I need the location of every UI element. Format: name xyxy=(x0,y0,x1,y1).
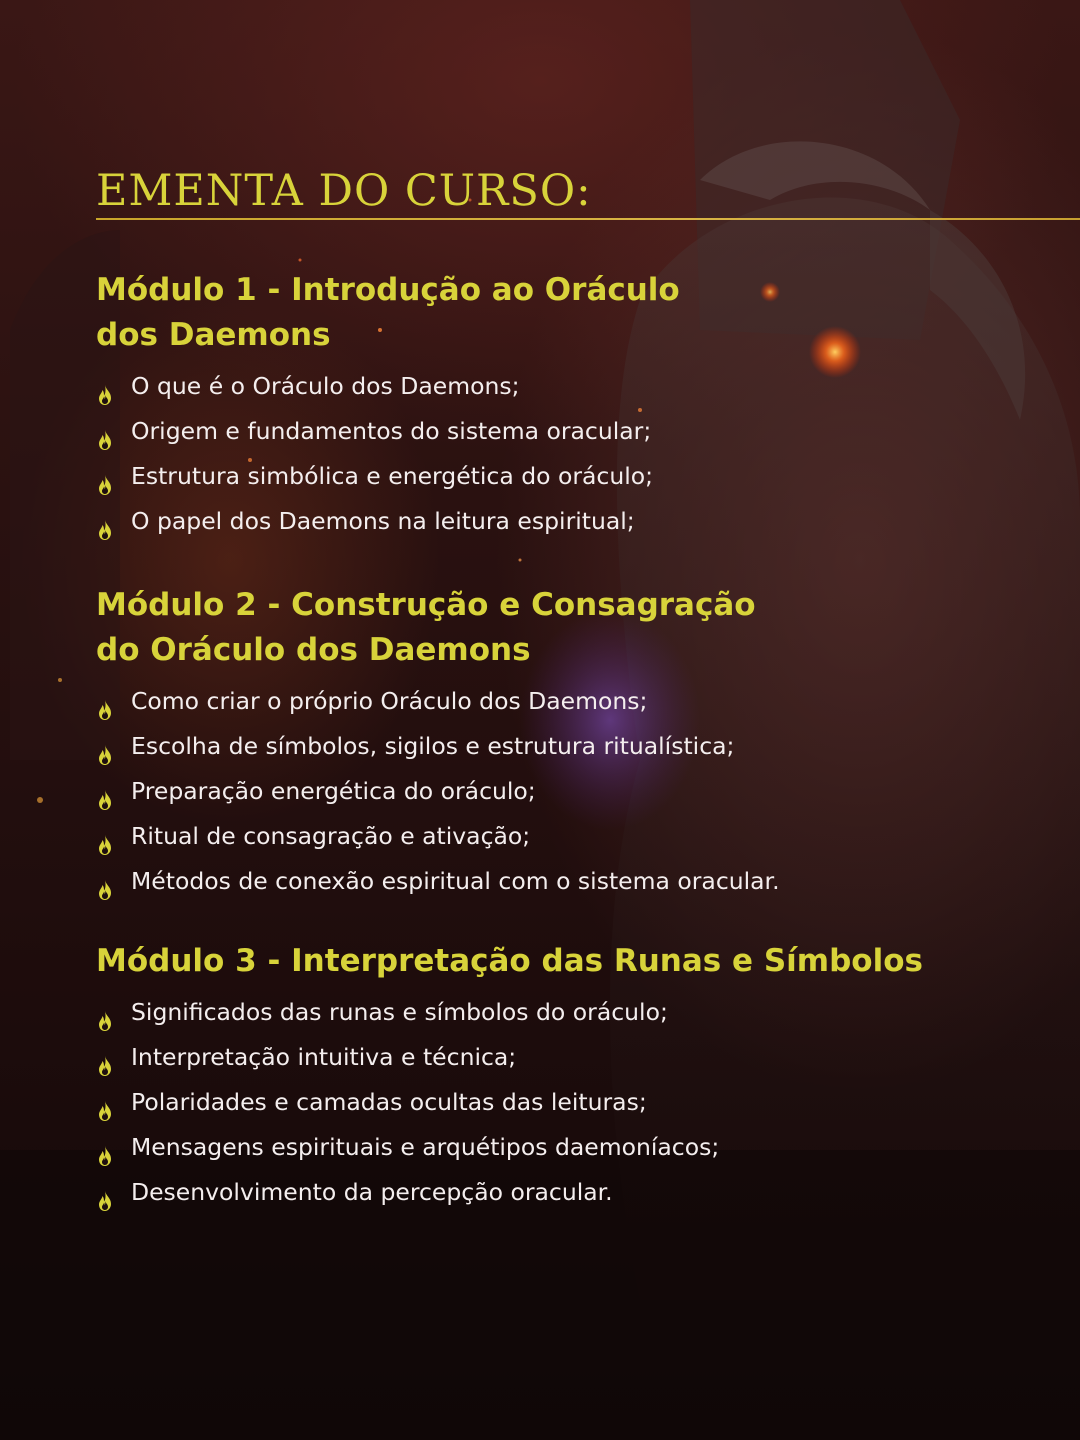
title-divider xyxy=(96,218,1080,220)
flame-icon xyxy=(96,1137,114,1159)
list-item-text: Mensagens espirituais e arquétipos daemoníacos; xyxy=(131,1133,720,1161)
list-item-text: Desenvolvimento da percepção oracular. xyxy=(131,1178,613,1206)
list-item xyxy=(96,859,1056,904)
module-1-title-line-2: dos Daemons xyxy=(96,317,331,353)
list-item xyxy=(96,1080,1056,1125)
module-3-title-line-1: Módulo 3 - Interpretação das Runas e Símbolos xyxy=(96,943,923,979)
flame-icon xyxy=(96,691,114,713)
module-2-topic-list xyxy=(96,679,1056,904)
flame-icon xyxy=(96,1092,114,1114)
list-item xyxy=(96,1125,1056,1170)
flame-icon xyxy=(96,871,114,893)
flame-icon xyxy=(96,421,114,443)
list-item-text: O que é o Oráculo dos Daemons; xyxy=(131,372,520,400)
list-item-text: O papel dos Daemons na leitura espiritual; xyxy=(131,507,635,535)
list-item-text: Origem e fundamentos do sistema oracular; xyxy=(131,417,652,445)
module-2-title xyxy=(96,583,956,673)
list-item-text: Métodos de conexão espiritual com o sistema oracular. xyxy=(131,867,780,895)
list-item xyxy=(96,1035,1056,1080)
page-title: EMENTA DO CURSO: xyxy=(96,166,592,216)
module-1-title-line-1: Módulo 1 - Introdução ao Oráculo xyxy=(96,272,680,308)
flame-icon xyxy=(96,781,114,803)
list-item-text: Preparação energética do oráculo; xyxy=(131,777,536,805)
module-2-title-line-2: do Oráculo dos Daemons xyxy=(96,632,531,668)
module-1-topic-list xyxy=(96,364,1056,544)
module-3-title xyxy=(96,939,956,984)
flame-icon xyxy=(96,1182,114,1204)
flame-icon xyxy=(96,1047,114,1069)
module-3 xyxy=(96,939,1056,1215)
list-item-text: Polaridades e camadas ocultas das leituras; xyxy=(131,1088,647,1116)
flame-icon xyxy=(96,376,114,398)
module-1 xyxy=(96,268,1056,544)
module-3-topic-list xyxy=(96,990,1056,1215)
flame-icon xyxy=(96,736,114,758)
flame-icon xyxy=(96,826,114,848)
list-item xyxy=(96,499,1056,544)
list-item xyxy=(96,990,1056,1035)
list-item xyxy=(96,364,1056,409)
list-item-text: Escolha de símbolos, sigilos e estrutura ritualística; xyxy=(131,732,735,760)
module-1-title xyxy=(96,268,956,358)
list-item xyxy=(96,724,1056,769)
list-item-text: Interpretação intuitiva e técnica; xyxy=(131,1043,517,1071)
list-item xyxy=(96,409,1056,454)
list-item-text: Ritual de consagração e ativação; xyxy=(131,822,531,850)
list-item xyxy=(96,679,1056,724)
list-item-text: Significados das runas e símbolos do oráculo; xyxy=(131,998,668,1026)
list-item xyxy=(96,1170,1056,1215)
module-2-title-line-1: Módulo 2 - Construção e Consagração xyxy=(96,587,756,623)
list-item xyxy=(96,814,1056,859)
flame-icon xyxy=(96,466,114,488)
flame-icon xyxy=(96,1002,114,1024)
flame-icon xyxy=(96,511,114,533)
list-item-text: Como criar o próprio Oráculo dos Daemons; xyxy=(131,687,648,715)
list-item xyxy=(96,769,1056,814)
list-item xyxy=(96,454,1056,499)
module-2 xyxy=(96,583,1056,904)
list-item-text: Estrutura simbólica e energética do oráculo; xyxy=(131,462,654,490)
